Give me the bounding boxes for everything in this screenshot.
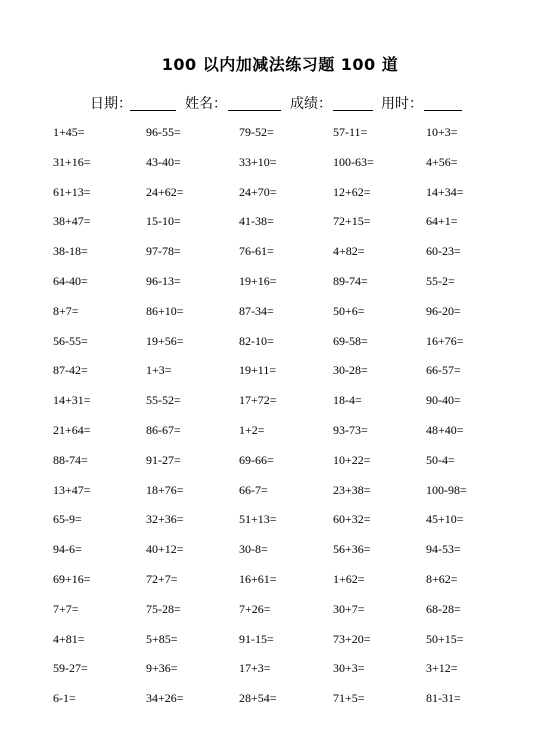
problem-r12-c4: 10+22= (333, 453, 371, 467)
problem-r13-c3: 66-7= (239, 483, 268, 497)
problem-r11-c4: 93-73= (333, 423, 368, 437)
problem-r7-c5: 96-20= (426, 304, 461, 318)
problem-r6-c2: 96-13= (146, 274, 181, 288)
time-label: 用时： (381, 96, 423, 112)
problem-r5-c4: 4+82= (333, 244, 365, 258)
problem-r18-c4: 73+20= (333, 632, 371, 646)
problem-r7-c4: 50+6= (333, 304, 365, 318)
problem-r17-c4: 30+7= (333, 602, 365, 616)
problem-r14-c1: 65-9= (53, 512, 82, 526)
problem-r20-c3: 28+54= (239, 691, 277, 705)
problem-r7-c1: 8+7= (53, 304, 79, 318)
problem-r13-c5: 100-98= (426, 483, 467, 497)
problem-r12-c3: 69-66= (239, 453, 274, 467)
problem-r14-c3: 51+13= (239, 512, 277, 526)
problem-r9-c1: 87-42= (53, 363, 88, 377)
date-blank[interactable] (130, 110, 176, 111)
problem-r9-c2: 1+3= (146, 363, 172, 377)
problem-r20-c5: 81-31= (426, 691, 461, 705)
problem-r4-c3: 41-38= (239, 214, 274, 228)
problem-r8-c1: 56-55= (53, 334, 88, 348)
problem-r2-c4: 100-63= (333, 155, 374, 169)
problem-r19-c5: 3+12= (426, 661, 458, 675)
problem-r14-c5: 45+10= (426, 512, 464, 526)
problem-r10-c4: 18-4= (333, 393, 362, 407)
score-label: 成绩： (290, 96, 332, 112)
problem-r5-c1: 38-18= (53, 244, 88, 258)
problem-r5-c3: 76-61= (239, 244, 274, 258)
problem-r15-c1: 94-6= (53, 542, 82, 556)
problem-r8-c2: 19+56= (146, 334, 184, 348)
problem-r16-c5: 8+62= (426, 572, 458, 586)
problem-r9-c3: 19+11= (239, 363, 277, 377)
problem-r4-c4: 72+15= (333, 214, 371, 228)
problem-r17-c1: 7+7= (53, 602, 79, 616)
problem-r17-c2: 75-28= (146, 602, 181, 616)
problem-r12-c1: 88-74= (53, 453, 88, 467)
problem-r18-c3: 91-15= (239, 632, 274, 646)
problem-r1-c1: 1+45= (53, 125, 85, 139)
problem-r11-c2: 86-67= (146, 423, 181, 437)
problem-r11-c3: 1+2= (239, 423, 265, 437)
problem-r12-c2: 91-27= (146, 453, 181, 467)
problem-r7-c3: 87-34= (239, 304, 274, 318)
problem-r17-c5: 68-28= (426, 602, 461, 616)
problem-r1-c3: 79-52= (239, 125, 274, 139)
problem-r11-c5: 48+40= (426, 423, 464, 437)
name-blank[interactable] (228, 110, 281, 111)
problem-r20-c4: 71+5= (333, 691, 365, 705)
problem-r8-c4: 69-58= (333, 334, 368, 348)
problem-r2-c3: 33+10= (239, 155, 277, 169)
problem-r3-c5: 14+34= (426, 185, 464, 199)
problem-r4-c5: 64+1= (426, 214, 458, 228)
problem-r10-c1: 14+31= (53, 393, 91, 407)
problem-r2-c2: 43-40= (146, 155, 181, 169)
problem-r5-c2: 97-78= (146, 244, 181, 258)
problem-r18-c1: 4+81= (53, 632, 85, 646)
problem-r9-c4: 30-28= (333, 363, 368, 377)
problem-r13-c4: 23+38= (333, 483, 371, 497)
problem-r19-c2: 9+36= (146, 661, 178, 675)
problem-r12-c5: 50-4= (426, 453, 455, 467)
problem-r10-c2: 55-52= (146, 393, 181, 407)
problem-r4-c2: 15-10= (146, 214, 181, 228)
problem-r8-c3: 82-10= (239, 334, 274, 348)
problem-r14-c4: 60+32= (333, 512, 371, 526)
problem-r10-c5: 90-40= (426, 393, 461, 407)
problem-r15-c4: 56+36= (333, 542, 371, 556)
problem-r3-c2: 24+62= (146, 185, 184, 199)
problem-r6-c3: 19+16= (239, 274, 277, 288)
problem-r15-c3: 30-8= (239, 542, 268, 556)
problem-r13-c1: 13+47= (53, 483, 91, 497)
problem-r15-c5: 94-53= (426, 542, 461, 556)
problem-r6-c1: 64-40= (53, 274, 88, 288)
problem-r8-c5: 16+76= (426, 334, 464, 348)
problem-r11-c1: 21+64= (53, 423, 91, 437)
problem-r16-c4: 1+62= (333, 572, 365, 586)
problem-r19-c1: 59-27= (53, 661, 88, 675)
problem-r16-c2: 72+7= (146, 572, 178, 586)
problem-r3-c1: 61+13= (53, 185, 91, 199)
problem-r16-c1: 69+16= (53, 572, 91, 586)
problem-r5-c5: 60-23= (426, 244, 461, 258)
problem-r14-c2: 32+36= (146, 512, 184, 526)
problem-r6-c5: 55-2= (426, 274, 455, 288)
problem-r13-c2: 18+76= (146, 483, 184, 497)
time-blank[interactable] (424, 110, 462, 111)
problem-r2-c1: 31+16= (53, 155, 91, 169)
problem-r17-c3: 7+26= (239, 602, 271, 616)
problem-r1-c5: 10+3= (426, 125, 458, 139)
score-blank[interactable] (333, 110, 373, 111)
problem-r1-c4: 57-11= (333, 125, 368, 139)
problem-r20-c2: 34+26= (146, 691, 184, 705)
date-label: 日期： (90, 96, 132, 112)
problem-r18-c2: 5+85= (146, 632, 178, 646)
problem-r10-c3: 17+72= (239, 393, 277, 407)
worksheet-title: 100 以内加减法练习题 100 道 (161, 55, 399, 74)
problem-r7-c2: 86+10= (146, 304, 184, 318)
problem-r19-c4: 30+3= (333, 661, 365, 675)
problem-r3-c3: 24+70= (239, 185, 277, 199)
problem-r4-c1: 38+47= (53, 214, 91, 228)
problem-r15-c2: 40+12= (146, 542, 184, 556)
problem-r1-c2: 96-55= (146, 125, 181, 139)
problem-r18-c5: 50+15= (426, 632, 464, 646)
problem-r20-c1: 6-1= (53, 691, 76, 705)
problem-r16-c3: 16+61= (239, 572, 277, 586)
problem-r3-c4: 12+62= (333, 185, 371, 199)
problem-r2-c5: 4+56= (426, 155, 458, 169)
problem-r6-c4: 89-74= (333, 274, 368, 288)
problem-r19-c3: 17+3= (239, 661, 271, 675)
problem-r9-c5: 66-57= (426, 363, 461, 377)
name-label: 姓名： (185, 96, 227, 112)
